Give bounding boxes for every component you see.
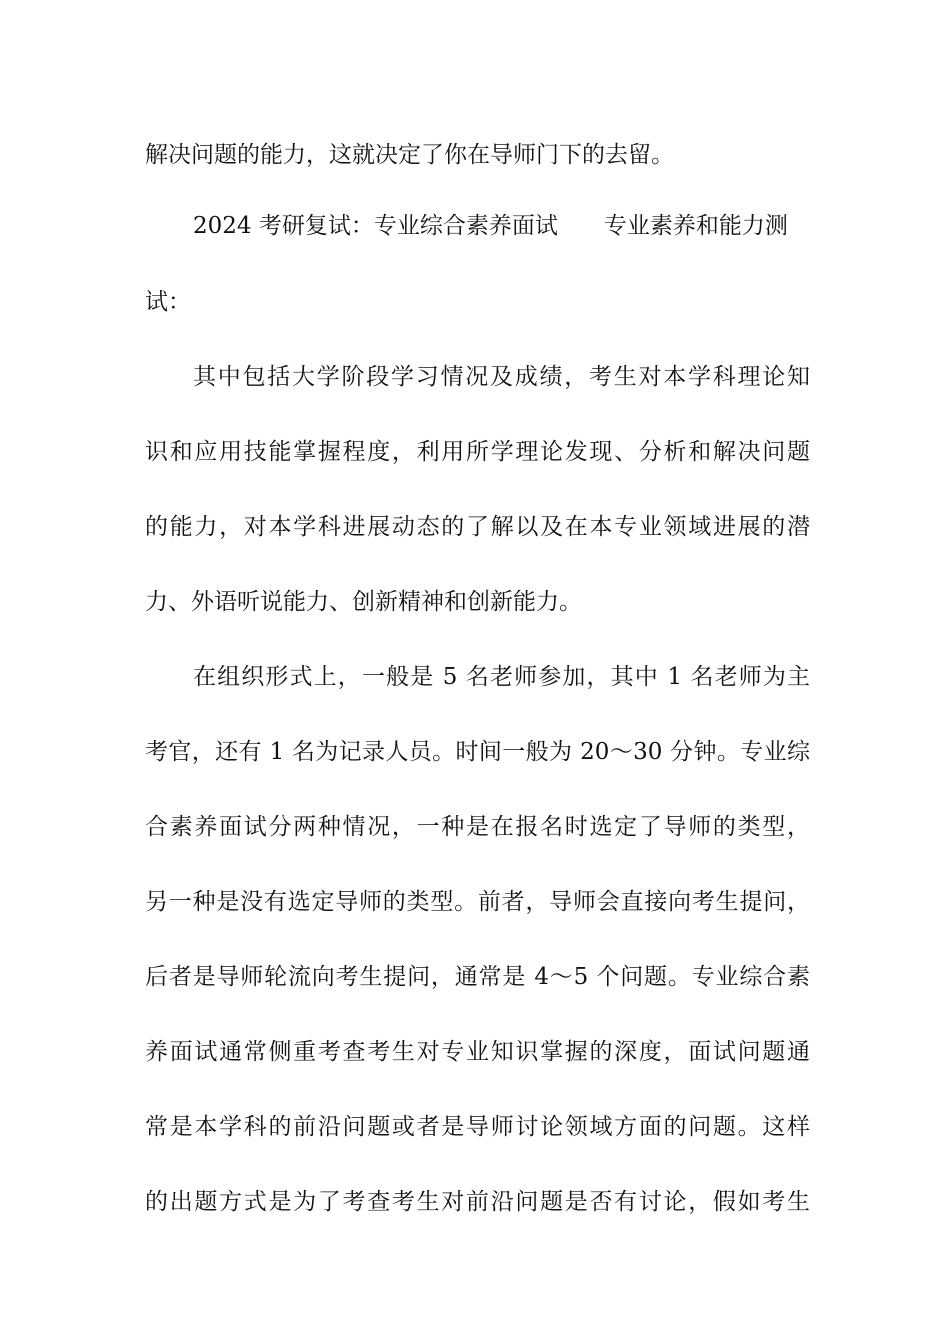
- section-subheading: 专业素养和能力测: [603, 213, 788, 239]
- section-heading: 2024 考研复试：专业综合素养面试: [193, 213, 558, 239]
- paragraph-line-1: 解决问题的能力，这就决定了你在导师门下的去留。: [145, 142, 674, 168]
- paragraph-line-15: 的出题方式是为了考查考生对前沿问题是否有讨论，假如考生: [145, 1189, 810, 1215]
- paragraph-line-7: 力、外语听说能力、创新精神和创新能力。: [145, 589, 582, 615]
- paragraph-line-11: 另一种是没有选定导师的类型。前者，导师会直接向考生提问，: [145, 889, 810, 915]
- paragraph-line-12: 后者是导师轮流向考生提问，通常是 4～5 个问题。专业综合素: [145, 964, 810, 990]
- paragraph-line-8: 在组织形式上，一般是 5 名老师参加，其中 1 名老师为主: [193, 664, 810, 690]
- paragraph-line-10: 合素养面试分两种情况，一种是在报名时选定了导师的类型，: [145, 814, 810, 840]
- paragraph-line-3: 试：: [145, 289, 191, 315]
- paragraph-line-6: 的能力，对本学科进展动态的了解以及在本专业领域进展的潜: [145, 514, 810, 540]
- section-heading-line: [193, 206, 810, 246]
- paragraph-line-14: 常是本学科的前沿问题或者是导师讨论领域方面的问题。这样: [145, 1114, 810, 1140]
- paragraph-line-4: 其中包括大学阶段学习情况及成绩，考生对本学科理论知: [193, 364, 810, 390]
- paragraph-line-9: 考官，还有 1 名为记录人员。时间一般为 20～30 分钟。专业综: [145, 739, 810, 765]
- paragraph-line-13: 养面试通常侧重考查考生对专业知识掌握的深度，面试问题通: [145, 1039, 810, 1065]
- paragraph-line-5: 识和应用技能掌握程度，利用所学理论发现、分析和解决问题: [145, 439, 810, 465]
